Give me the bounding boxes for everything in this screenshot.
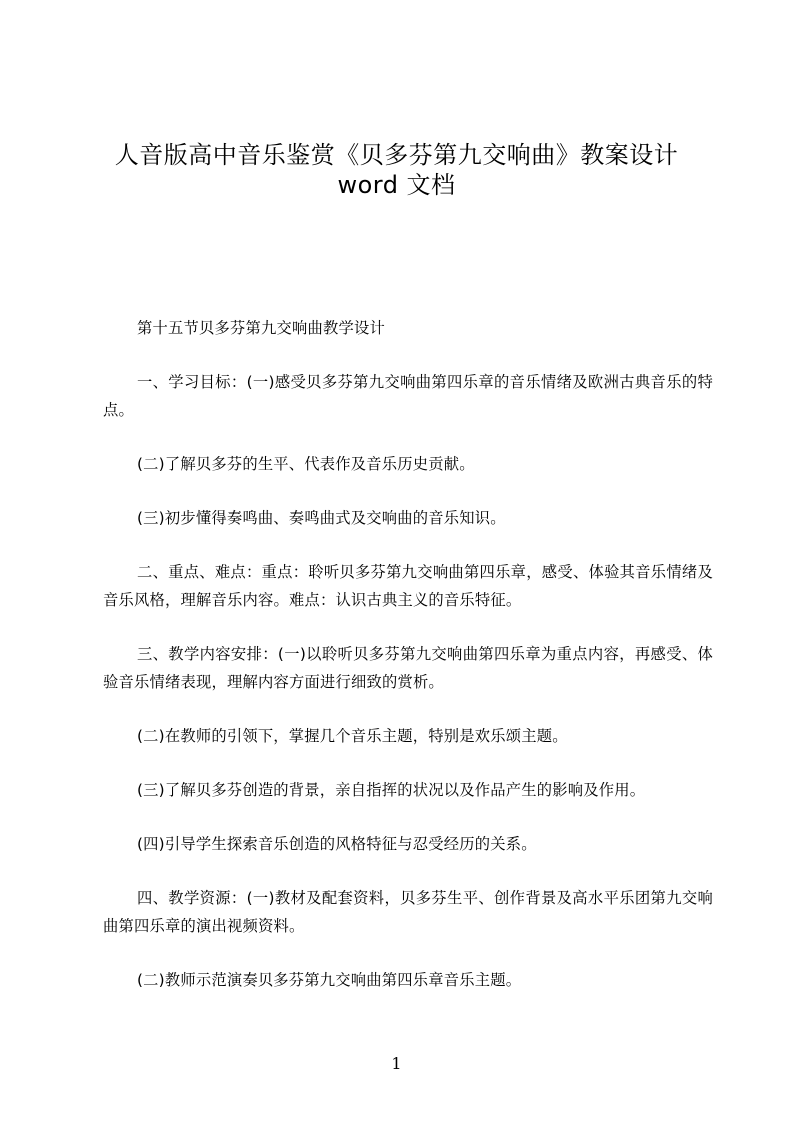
- paragraph-teaching-resources: 四、教学资源：(一)教材及配套资料，贝多芬生平、创作背景及高水平乐团第九交响曲第四乐章的演出视频资料。: [103, 889, 713, 935]
- document-body: [103, 314, 713, 1020]
- paragraph-key-points: 二、重点、难点：重点：聆听贝多芬第九交响曲第四乐章，感受、体验其音乐情绪及音乐风格，理解音乐内容。难点：认识古典主义的音乐特征。: [103, 563, 713, 609]
- paragraph-content-4: (四)引导学生探索音乐创造的风格特征与忍受经历的关系。: [137, 835, 537, 853]
- paragraph-content-arrangement: 三、教学内容安排：(一)以聆听贝多芬第九交响曲第四乐章为重点内容，再感受、体验音乐情绪表现，理解内容方面进行细致的赏析。: [103, 645, 713, 691]
- paragraph-learning-goals: 一、学习目标：(一)感受贝多芬第九交响曲第四乐章的音乐情绪及欧洲古典音乐的特点。: [103, 373, 713, 419]
- paragraph-resource-2: (二)教师示范演奏贝多芬第九交响曲第四乐章音乐主题。: [137, 971, 522, 989]
- document-title: [0, 140, 793, 200]
- page-number: 1: [391, 1054, 402, 1073]
- paragraph-content-2: (二)在教师的引领下，掌握几个音乐主题，特别是欢乐颂主题。: [137, 727, 568, 745]
- section-heading: 第十五节贝多芬第九交响曲教学设计: [137, 319, 385, 337]
- paragraph-goal-2: (二)了解贝多芬的生平、代表作及音乐历史贡献。: [137, 455, 475, 473]
- document-title-line-2: word 文档: [337, 171, 456, 199]
- paragraph-goal-3: (三)初步懂得奏鸣曲、奏鸣曲式及交响曲的音乐知识。: [137, 509, 506, 527]
- paragraph-content-3: (三)了解贝多芬创造的背景，亲自指挥的状况以及作品产生的影响及作用。: [137, 781, 646, 799]
- document-title-line-1: 人音版高中音乐鉴赏《贝多芬第九交响曲》教案设计: [114, 141, 679, 169]
